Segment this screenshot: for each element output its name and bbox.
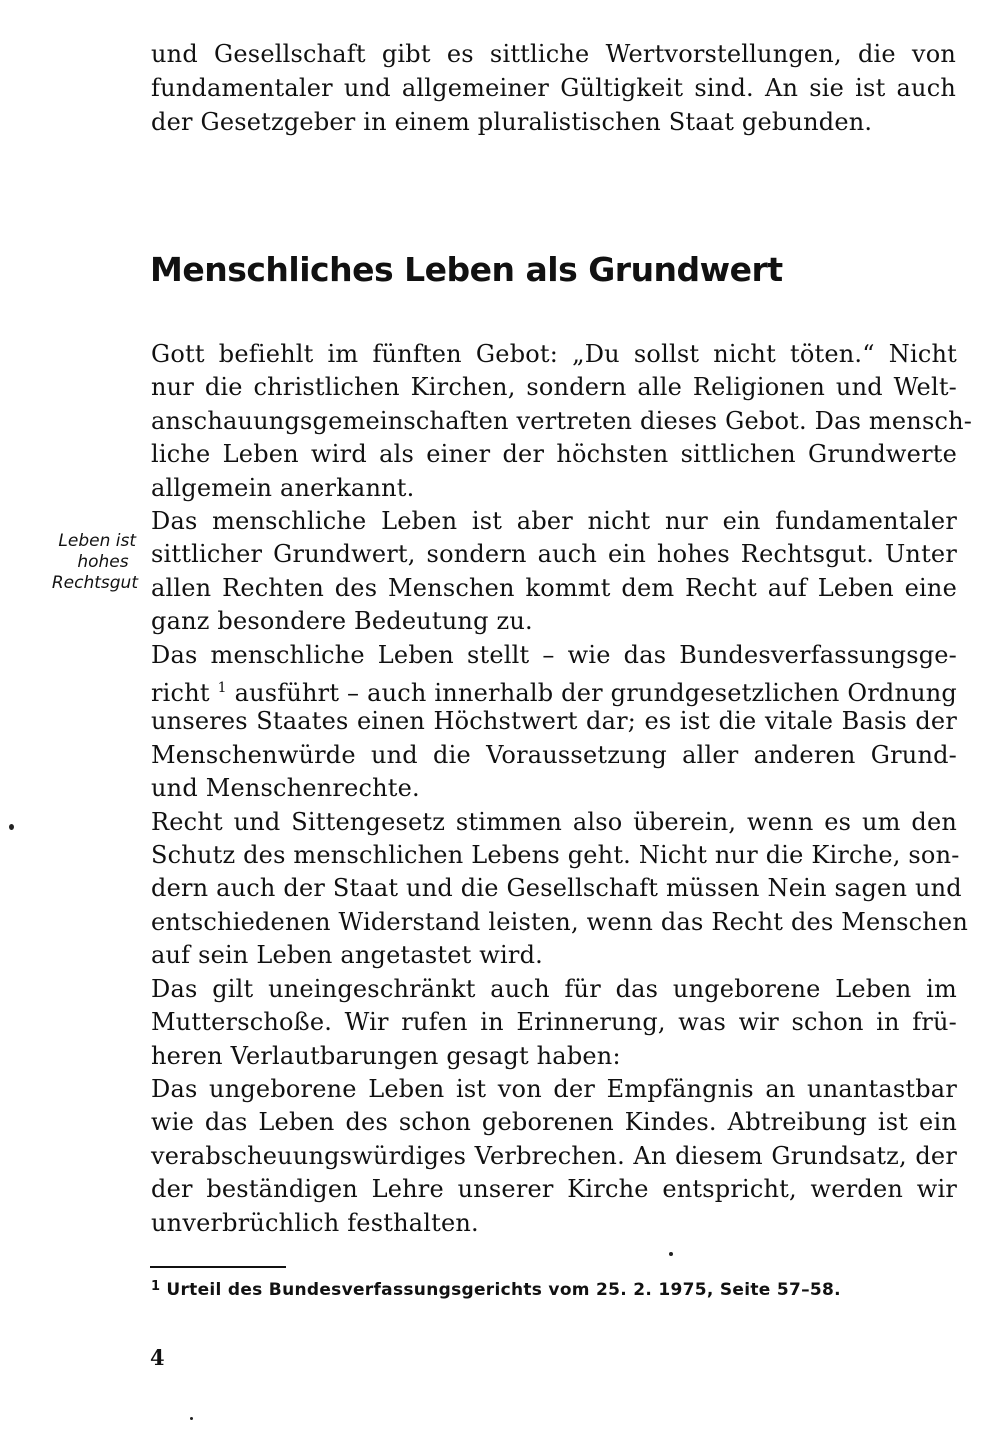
text-line: allen Rechten des Menschen kommt dem Recht auf Leben eine bbox=[151, 574, 957, 602]
text-line: auf sein Leben angetastet wird. bbox=[151, 941, 543, 969]
page-number: 4 bbox=[150, 1345, 165, 1370]
text-line: und Gesellschaft gibt es sittliche Wertvorstellungen, die von bbox=[151, 40, 956, 68]
margin-note bbox=[28, 531, 138, 594]
text-line: Menschenwürde und die Voraussetzung aller anderen Grund- bbox=[151, 741, 957, 769]
scan-speck bbox=[9, 824, 14, 830]
text-line: Gott befiehlt im fünften Gebot: „Du sollst nicht töten.“ Nicht bbox=[151, 340, 957, 368]
text-line: dern auch der Staat und die Gesellschaft müssen Nein sagen und bbox=[151, 874, 962, 902]
text-line: unseres Staates einen Höchstwert dar; es ist die vitale Basis der bbox=[151, 707, 957, 735]
text-line: fundamentaler und allgemeiner Gültigkeit sind. An sie ist auch bbox=[151, 74, 956, 102]
text-line: nur die christlichen Kirchen, sondern alle Religionen und Welt- bbox=[151, 373, 957, 401]
text-line bbox=[151, 671, 957, 705]
text-line: entschiedenen Widerstand leisten, wenn das Recht des Menschen bbox=[151, 908, 968, 936]
text-line: anschauungsgemeinschaften vertreten dieses Gebot. Das mensch- bbox=[151, 407, 973, 435]
text-line: unverbrüchlich festhalten. bbox=[151, 1209, 479, 1237]
text-line: ganz besondere Bedeutung zu. bbox=[151, 607, 533, 635]
text-line: Schutz des menschlichen Lebens geht. Nicht nur die Kirche, son- bbox=[151, 841, 960, 869]
text-fragment: ausführt – auch innerhalb der grundgesetzlichen Ordnung bbox=[234, 679, 957, 707]
text-line: Das ungeborene Leben ist von der Empfängnis an unantastbar bbox=[151, 1075, 957, 1103]
text-line: heren Verlautbarungen gesagt haben: bbox=[151, 1042, 621, 1070]
scan-speck bbox=[190, 1417, 193, 1420]
footnote-divider bbox=[150, 1266, 286, 1268]
text-line: Mutterschoße. Wir rufen in Erinnerung, was wir schon in frü- bbox=[151, 1008, 957, 1036]
text-line: und Menschenrechte. bbox=[151, 774, 420, 802]
section-heading: Menschliches Leben als Grundwert bbox=[150, 250, 783, 289]
text-line: der Gesetzgeber in einem pluralistischen Staat gebunden. bbox=[151, 108, 873, 136]
margin-note-line: hohes bbox=[77, 552, 129, 572]
scan-speck bbox=[669, 1252, 673, 1256]
text-line: Das menschliche Leben ist aber nicht nur ein fundamentaler bbox=[151, 507, 957, 535]
text-line: wie das Leben des schon geborenen Kindes. Abtreibung ist ein bbox=[151, 1108, 957, 1136]
footnote-mark: 1 bbox=[151, 1279, 161, 1294]
margin-note-line: Leben ist bbox=[58, 531, 136, 551]
text-line: Das gilt uneingeschränkt auch für das ungeborene Leben im bbox=[151, 975, 957, 1003]
footnote-text: Urteil des Bundesverfassungsgerichts vom 25. 2. 1975, Seite 57–58. bbox=[166, 1280, 841, 1300]
text-line: verabscheuungswürdiges Verbrechen. An diesem Grundsatz, der bbox=[151, 1142, 957, 1170]
margin-note-line: Rechtsgut bbox=[51, 573, 138, 593]
text-line: der beständigen Lehre unserer Kirche entspricht, werden wir bbox=[151, 1175, 957, 1203]
text-line: sittlicher Grundwert, sondern auch ein hohes Rechtsgut. Unter bbox=[151, 540, 957, 568]
text-line: allgemein anerkannt. bbox=[151, 474, 415, 502]
text-line: Recht und Sittengesetz stimmen also überein, wenn es um den bbox=[151, 808, 957, 836]
footnote-reference: 1 bbox=[217, 680, 227, 696]
text-line: Das menschliche Leben stellt – wie das Bundesverfassungsge- bbox=[151, 641, 957, 669]
footnote bbox=[151, 1279, 841, 1300]
text-fragment: richt bbox=[151, 679, 210, 707]
text-line: liche Leben wird als einer der höchsten sittlichen Grundwerte bbox=[151, 440, 957, 468]
